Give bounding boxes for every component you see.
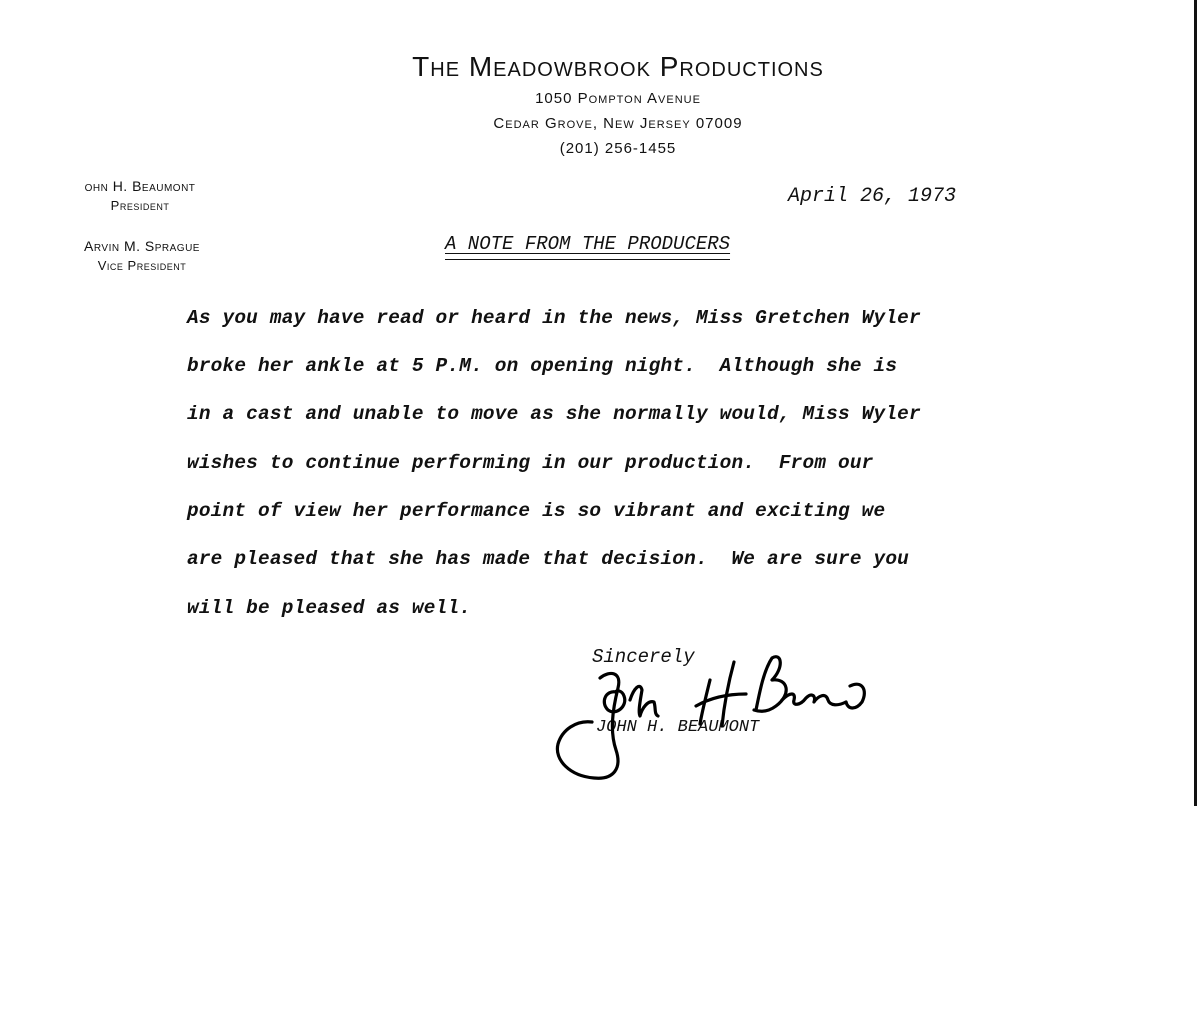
signer-name: JOHN H. BEAUMONT [596,718,760,737]
officer-title: President [110,198,170,213]
body-line: are pleased that she has made that decision. We are sure you [187,548,910,570]
officer-name: ohn H. Beaumont [84,178,196,194]
handwritten-signature [550,640,880,785]
officer-title: Vice President [97,258,187,273]
company-name: The Meadowbrook Productions [412,51,824,82]
officer-president [40,176,240,216]
city-address: Cedar Grove, New Jersey 07009 [493,115,743,132]
phone-number: (201) 256-1455 [559,140,677,157]
body-line: broke her ankle at 5 P.M. on opening night. Although she is [187,355,898,377]
closing: Sincerely [592,646,695,668]
officer-name: Arvin M. Sprague [84,238,200,254]
body-line: As you may have read or heard in the news, Miss Gretchen Wyler [187,307,921,329]
body-line: will be pleased as well. [187,597,472,619]
letter-date: April 26, 1973 [788,185,957,208]
body-line: in a cast and unable to move as she normally would, Miss Wyler [187,403,921,425]
page-edge-line [1194,0,1197,806]
street-address: 1050 Pompton Avenue [535,90,701,107]
letter-heading: A NOTE FROM THE PRODUCERS [445,232,730,260]
body-line: point of view her performance is so vibrant and exciting we [187,500,886,522]
officer-vice-president [42,236,242,276]
body-line: wishes to continue performing in our production. From our [187,452,874,474]
